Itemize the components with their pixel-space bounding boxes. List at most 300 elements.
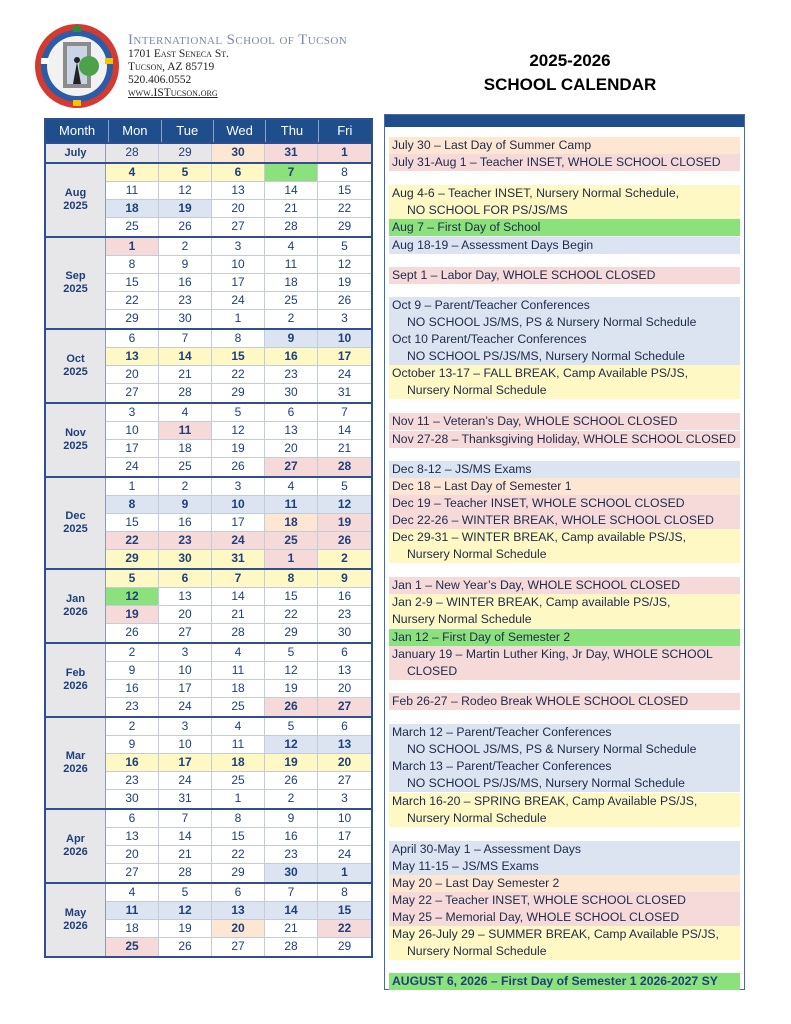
school-address-2: Tucson, AZ 85719 (128, 61, 215, 73)
day-cell: 24 (337, 367, 352, 381)
day-cell: 29 (106, 550, 159, 568)
day-cell: 30 (265, 384, 318, 402)
day-cell: 4 (106, 164, 159, 181)
day-cell: 29 (212, 864, 265, 882)
week-row (106, 828, 371, 846)
day-cell: 26 (159, 938, 212, 956)
month-name: Nov (65, 427, 86, 439)
day-cell: 19 (106, 606, 159, 623)
day-cell: 26 (318, 532, 371, 549)
month-label (46, 330, 106, 402)
day-cell: 1 (265, 550, 318, 568)
event-title: Dec 22-26 – WINTER BREAK, WHOLE SCHOOL CLOSED (392, 513, 714, 527)
day-cell: 19 (265, 680, 318, 697)
day-cell: 13 (265, 422, 318, 439)
day-cell: 14 (265, 182, 318, 199)
month-name: July (64, 146, 87, 159)
day-cell: 25 (265, 532, 318, 549)
event-detail: Nursery Normal Schedule (407, 811, 547, 825)
day-cell: 18 (265, 514, 318, 531)
day-cell: 9 (159, 496, 212, 513)
day-cell: 17 (106, 440, 159, 457)
event-detail: Nursery Normal Schedule (407, 547, 547, 561)
event-title: Nov 27-28 – Thanksgiving Holiday, WHOLE SCHOOL CLOSED (392, 432, 736, 446)
week-row (106, 182, 371, 200)
header-thu: Thu (266, 120, 318, 142)
day-cell: 10 (159, 736, 212, 753)
day-cell: 25 (212, 698, 265, 716)
event-detail: NO SCHOOL FOR PS/JS/MS (407, 203, 568, 217)
event-title: Dec 29-31 – WINTER BREAK, Camp available PS/JS, (392, 530, 686, 544)
day-cell: 3 (159, 718, 212, 735)
day-cell: 10 (212, 256, 265, 273)
event-title: Jan 2-9 – WINTER BREAK, Camp available PS/JS, (392, 595, 671, 609)
day-cell: 21 (265, 200, 318, 217)
day-cell: 19 (265, 754, 318, 771)
week-row (106, 588, 371, 606)
day-cell: 21 (212, 606, 265, 623)
day-cell: 14 (212, 588, 265, 605)
week-row (106, 810, 371, 828)
month-year: 2026 (63, 680, 88, 692)
day-cell: 21 (159, 846, 212, 863)
day-cell: 9 (106, 662, 159, 679)
day-cell: 5 (159, 164, 212, 181)
day-cell: 24 (212, 532, 265, 549)
day-cell: 24 (212, 292, 265, 309)
day-cell: 21 (159, 366, 212, 383)
event-detail: NO SCHOOL PS/JS/MS, Nursery Normal Schedule (407, 776, 685, 790)
week-row (106, 772, 371, 790)
day-cell: 29 (212, 384, 265, 402)
week-row (106, 458, 371, 476)
month-label (46, 718, 106, 808)
day-cell: 6 (341, 645, 348, 659)
day-cell: 11 (106, 902, 159, 919)
day-cell: 20 (159, 606, 212, 623)
header-fri: Fri (337, 123, 353, 138)
day-cell: 9 (318, 570, 371, 587)
calendar-title: SCHOOL CALENDAR (483, 75, 657, 94)
day-cell: 20 (212, 200, 265, 217)
event-title: May 20 – Last Day Semester 2 (392, 876, 560, 890)
month-block-apr (46, 808, 371, 882)
day-cell: 1 (212, 790, 265, 808)
day-cell: 16 (106, 754, 159, 771)
event-entry (389, 137, 740, 154)
day-cell: 16 (337, 589, 352, 603)
event-detail: NO SCHOOL JS/MS, PS & Nursery Normal Schedule (407, 742, 697, 756)
day-cell: 27 (159, 624, 212, 642)
day-cell: 20 (106, 846, 159, 863)
day-cell: 25 (212, 772, 265, 789)
week-row (106, 644, 371, 662)
day-cell: 6 (265, 404, 318, 421)
event-title: Feb 26-27 – Rodeo Break WHOLE SCHOOL CLOSED (392, 694, 689, 708)
week-row (106, 164, 371, 182)
month-block-dec (46, 476, 371, 568)
day-cell: 18 (106, 200, 159, 217)
day-cell: 13 (106, 348, 159, 365)
day-cell: 30 (265, 864, 318, 882)
event-entry (389, 629, 740, 646)
month-label (46, 884, 106, 956)
event-title: Nov 11 – Veteran’s Day, WHOLE SCHOOL CLOSED (392, 414, 678, 428)
day-cell: 22 (106, 292, 159, 309)
day-cell: 29 (106, 310, 159, 328)
school-website-link[interactable]: www.ISTucson.org (128, 87, 218, 99)
month-label (46, 570, 106, 642)
month-label (46, 164, 106, 236)
day-cell: 24 (337, 847, 352, 861)
day-cell: 9 (265, 330, 318, 347)
month-block-jan (46, 568, 371, 642)
day-cell: 3 (106, 404, 159, 421)
day-cell: 5 (106, 570, 159, 587)
week-row (106, 864, 371, 882)
day-cell: 30 (159, 550, 212, 568)
day-cell: 17 (212, 514, 265, 531)
calendar-grid (44, 118, 373, 958)
event-entry (389, 909, 740, 926)
day-cell: 15 (212, 828, 265, 845)
header-month: Month (46, 120, 109, 142)
day-cell: 2 (159, 238, 212, 255)
day-cell: 22 (106, 532, 159, 549)
day-cell: 16 (159, 274, 212, 291)
day-cell: 16 (265, 828, 318, 845)
event-entry (389, 331, 740, 365)
week-row (106, 404, 371, 422)
day-cell: 29 (265, 624, 318, 642)
school-header (33, 22, 378, 110)
event-title: May 22 – Teacher INSET, WHOLE SCHOOL CLOSED (392, 893, 686, 907)
event-detail: Nursery Normal Schedule (392, 612, 532, 626)
day-cell: 2 (159, 478, 212, 495)
event-title: Aug 18-19 – Assessment Days Begin (392, 238, 594, 252)
day-cell: 5 (212, 404, 265, 421)
week-row (106, 238, 371, 256)
event-title: March 12 – Parent/Teacher Conferences (392, 725, 612, 739)
week-row (106, 330, 371, 348)
day-cell: 19 (318, 514, 371, 531)
day-cell: 2 (265, 790, 318, 808)
day-cell: 29 (337, 939, 352, 953)
day-cell: 27 (212, 218, 265, 236)
month-name: Oct (66, 353, 85, 365)
month-name: Feb (65, 667, 86, 679)
day-cell: 12 (265, 736, 318, 753)
day-cell: 21 (337, 441, 352, 455)
day-cell: 5 (341, 479, 348, 493)
month-year: 2026 (63, 606, 88, 618)
school-logo (33, 22, 121, 110)
day-cell: 19 (212, 440, 265, 457)
week-row (106, 606, 371, 624)
month-name: Mar (65, 750, 86, 762)
day-cell: 3 (341, 791, 348, 805)
day-cell: 30 (212, 144, 265, 162)
day-cell: 12 (212, 422, 265, 439)
day-cell: 22 (212, 366, 265, 383)
event-entry (389, 297, 740, 331)
event-entry (389, 646, 740, 680)
week-row (106, 754, 371, 772)
month-year: 2025 (63, 200, 88, 212)
events-panel (384, 114, 745, 990)
day-cell: 8 (265, 570, 318, 587)
event-entry (389, 875, 740, 892)
month-block-may (46, 882, 371, 956)
month-block-feb (46, 642, 371, 716)
day-cell: 6 (212, 164, 265, 181)
week-row (106, 790, 371, 808)
day-cell: 26 (265, 698, 318, 716)
week-row (106, 550, 371, 568)
day-cell: 12 (318, 496, 371, 513)
event-entry (389, 154, 740, 171)
week-row (106, 422, 371, 440)
day-cell: 7 (341, 405, 348, 419)
month-block-aug (46, 162, 371, 236)
day-cell: 6 (212, 884, 265, 901)
day-cell: 10 (212, 496, 265, 513)
event-title: Oct 10 Parent/Teacher Conferences (392, 332, 587, 346)
event-entry (389, 693, 740, 710)
day-cell: 12 (159, 902, 212, 919)
day-cell: 18 (265, 274, 318, 291)
event-title: Jan 1 – New Year’s Day, WHOLE SCHOOL CLOSED (392, 578, 681, 592)
day-cell: 8 (106, 496, 159, 513)
day-cell: 25 (106, 218, 159, 236)
day-cell: 1 (106, 238, 159, 255)
day-cell: 3 (159, 644, 212, 661)
month-block-oct (46, 328, 371, 402)
day-cell: 17 (212, 274, 265, 291)
day-cell: 11 (265, 496, 318, 513)
event-entry (389, 267, 740, 284)
event-title: Dec 19 – Teacher INSET, WHOLE SCHOOL CLOSED (392, 496, 685, 510)
month-name: Sep (65, 270, 86, 282)
day-cell: 4 (212, 718, 265, 735)
day-cell: 23 (159, 292, 212, 309)
day-cell: 3 (341, 311, 348, 325)
day-cell: 12 (106, 588, 159, 605)
event-title: Sept 1 – Labor Day, WHOLE SCHOOL CLOSED (392, 268, 656, 282)
week-row (106, 718, 371, 736)
calendar-header-row (46, 120, 371, 142)
day-cell: 21 (265, 920, 318, 937)
day-cell: 5 (341, 239, 348, 253)
day-cell: 13 (337, 663, 352, 677)
month-label (46, 644, 106, 716)
day-cell: 28 (265, 218, 318, 236)
month-year: 2025 (63, 366, 88, 378)
event-entry (389, 841, 740, 858)
day-cell: 3 (212, 478, 265, 495)
day-cell: 15 (106, 274, 159, 291)
event-entry (389, 413, 740, 430)
event-detail: Nursery Normal Schedule (407, 944, 547, 958)
calendar-year-title: 2025-2026 (529, 51, 611, 70)
day-cell: 20 (318, 754, 371, 771)
day-cell: 17 (159, 680, 212, 697)
day-cell: 11 (106, 182, 159, 199)
day-cell: 13 (212, 182, 265, 199)
day-cell: 10 (318, 330, 371, 347)
event-detail: NO SCHOOL JS/MS, PS & Nursery Normal Schedule (407, 315, 697, 329)
month-label (46, 810, 106, 882)
week-row (106, 736, 371, 754)
day-cell: 28 (106, 144, 159, 162)
event-entry (389, 594, 740, 628)
day-cell: 7 (265, 164, 318, 181)
day-cell: 26 (159, 218, 212, 236)
month-year: 2025 (63, 283, 88, 295)
day-cell: 31 (159, 790, 212, 808)
day-cell: 9 (106, 736, 159, 753)
day-cell: 17 (337, 829, 352, 843)
day-cell: 23 (106, 698, 159, 716)
day-cell: 13 (318, 736, 371, 753)
school-address-1: 1701 East Seneca St. (128, 48, 229, 60)
month-year: 2025 (63, 523, 88, 535)
week-row (106, 478, 371, 496)
day-cell: 4 (265, 478, 318, 495)
day-cell: 29 (337, 219, 352, 233)
day-cell: 27 (106, 864, 159, 882)
day-cell: 17 (159, 754, 212, 771)
event-title: Dec 8-12 – JS/MS Exams (392, 462, 532, 476)
day-cell: 14 (265, 902, 318, 919)
day-cell: 27 (212, 938, 265, 956)
week-row (106, 938, 371, 956)
day-cell: 23 (265, 846, 318, 863)
day-cell: 25 (265, 292, 318, 309)
day-cell: 2 (106, 718, 159, 735)
day-cell: 31 (265, 144, 318, 162)
day-cell: 30 (106, 790, 159, 808)
week-row (106, 624, 371, 642)
week-row (106, 218, 371, 236)
event-entry (389, 478, 740, 495)
day-cell: 4 (212, 644, 265, 661)
day-cell: 14 (159, 828, 212, 845)
week-row (106, 662, 371, 680)
event-entry (389, 365, 740, 399)
week-row (106, 310, 371, 328)
day-cell: 18 (159, 440, 212, 457)
month-year: 2026 (63, 920, 88, 932)
day-cell: 7 (159, 810, 212, 827)
day-cell: 5 (265, 644, 318, 661)
day-cell: 23 (159, 532, 212, 549)
event-title: Dec 18 – Last Day of Semester 1 (392, 479, 572, 493)
day-cell: 27 (318, 698, 371, 716)
day-cell: 23 (265, 366, 318, 383)
day-cell: 8 (341, 885, 348, 899)
week-row (106, 274, 371, 292)
day-cell: 7 (212, 570, 265, 587)
day-cell: 1 (318, 864, 371, 882)
day-cell: 7 (159, 330, 212, 347)
day-cell: 11 (212, 662, 265, 679)
week-row (106, 846, 371, 864)
event-entry (389, 758, 740, 792)
day-cell: 24 (106, 458, 159, 476)
day-cell: 15 (106, 514, 159, 531)
month-block-nov (46, 402, 371, 476)
event-entry (389, 185, 740, 219)
month-label (46, 404, 106, 476)
day-cell: 20 (337, 681, 352, 695)
event-title: Aug 4-6 – Teacher INSET, Nursery Normal Schedule, (392, 186, 679, 200)
day-cell: 11 (159, 422, 212, 439)
day-cell: 15 (318, 902, 371, 919)
day-cell: 28 (159, 384, 212, 402)
event-entry (389, 892, 740, 909)
day-cell: 15 (212, 348, 265, 365)
events-header-bar (385, 115, 744, 127)
event-entry (389, 219, 740, 236)
event-entry (389, 724, 740, 758)
day-cell: 28 (265, 938, 318, 956)
day-cell: 31 (337, 385, 352, 399)
day-cell: 25 (106, 938, 159, 956)
day-cell: 3 (212, 238, 265, 255)
month-name: Apr (66, 833, 85, 845)
event-title: May 11-15 – JS/MS Exams (392, 859, 539, 873)
day-cell: 8 (341, 165, 348, 179)
day-cell: 7 (265, 884, 318, 901)
event-entry (389, 495, 740, 512)
day-cell: 8 (212, 810, 265, 827)
week-row (106, 532, 371, 550)
month-name: May (64, 907, 87, 919)
event-title: January 19 – Martin Luther King, Jr Day, WHOLE SCHOOL (392, 647, 713, 661)
day-cell: 28 (159, 864, 212, 882)
event-detail: NO SCHOOL PS/JS/MS, Nursery Normal Schedule (407, 349, 685, 363)
event-title: March 16-20 – SPRING BREAK, Camp Available PS/JS, (392, 794, 698, 808)
event-title: October 13-17 – FALL BREAK, Camp Available PS/JS, (392, 366, 689, 380)
calendar-months (46, 142, 371, 956)
day-cell: 6 (159, 570, 212, 587)
day-cell: 8 (212, 330, 265, 347)
day-cell: 14 (159, 348, 212, 365)
header-mon: Mon (109, 120, 161, 142)
day-cell: 15 (337, 183, 352, 197)
school-phone: 520.406.0552 (128, 74, 192, 86)
day-cell: 16 (159, 514, 212, 531)
week-row (106, 884, 371, 902)
event-title: May 26-July 29 – SUMMER BREAK, Camp Available PS/JS, (392, 927, 719, 941)
day-cell: 14 (337, 423, 352, 437)
day-cell: 23 (106, 772, 159, 789)
day-cell: 5 (159, 884, 212, 901)
day-cell: 24 (159, 772, 212, 789)
week-row (106, 366, 371, 384)
day-cell: 12 (265, 662, 318, 679)
month-label (46, 238, 106, 328)
day-cell: 1 (318, 144, 371, 162)
week-row (106, 440, 371, 458)
event-entry (389, 237, 740, 254)
day-cell: 15 (265, 588, 318, 605)
day-cell: 30 (159, 310, 212, 328)
day-cell: 29 (159, 144, 212, 162)
day-cell: 13 (159, 588, 212, 605)
week-row (106, 920, 371, 938)
